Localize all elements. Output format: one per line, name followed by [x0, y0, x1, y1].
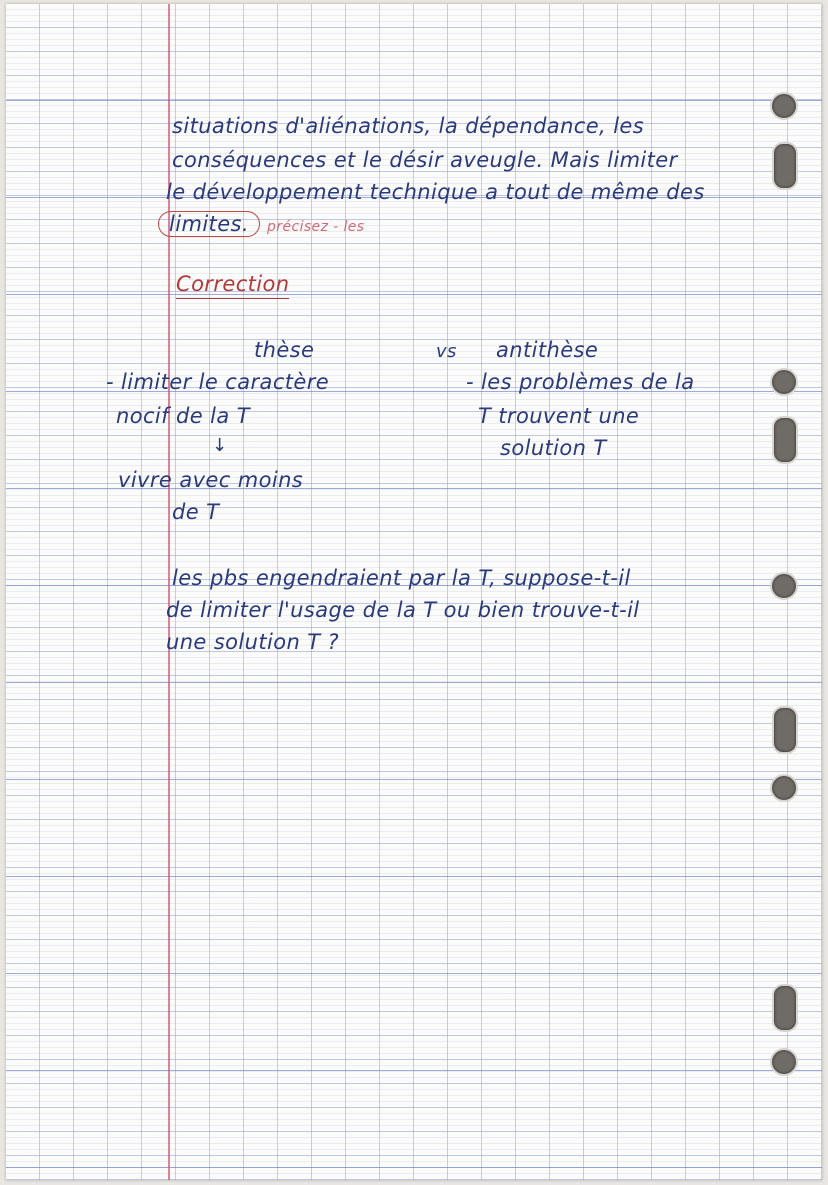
punch-hole: [770, 1048, 798, 1076]
punch-hole: [772, 984, 798, 1032]
correction-title: Correction: [176, 270, 289, 298]
these-line-1: - limiter le caractère: [106, 370, 330, 394]
text-line-1: situations d'aliénations, la dépendance, les: [172, 114, 645, 138]
down-arrow-icon: ↓: [212, 435, 228, 456]
punch-hole: [772, 142, 798, 190]
text-line-3: le développement technique a tout de même des: [166, 180, 705, 204]
punch-hole: [770, 572, 798, 600]
problematique-line-3: une solution T ?: [166, 630, 340, 654]
these-line-3: vivre avec moins: [118, 468, 304, 492]
antithese-line-2: T trouvent une: [478, 404, 640, 428]
punch-hole: [772, 416, 798, 464]
notebook-page: [6, 4, 822, 1180]
punch-hole: [772, 706, 798, 754]
circled-word: limites.: [158, 211, 260, 237]
punch-hole: [770, 92, 798, 120]
problematique-line-2: de limiter l'usage de la T ou bien trouve-t-il: [166, 598, 640, 622]
vs-label: vs: [436, 341, 457, 362]
these-line-4: de T: [172, 500, 220, 524]
punch-hole: [770, 774, 798, 802]
antithese-line-3: solution T: [500, 436, 607, 460]
punch-hole: [770, 368, 798, 396]
teacher-annotation: précisez - les: [267, 219, 365, 235]
problematique-line-1: les pbs engendraient par la T, suppose-t-il: [172, 566, 631, 590]
these-line-2: nocif de la T: [116, 404, 250, 428]
antithese-heading: antithèse: [496, 338, 599, 362]
text-line-2: conséquences et le désir aveugle. Mais limiter: [172, 148, 678, 172]
antithese-line-1: - les problèmes de la: [466, 370, 695, 394]
these-heading: thèse: [254, 338, 315, 362]
text-line-4: [158, 210, 364, 241]
